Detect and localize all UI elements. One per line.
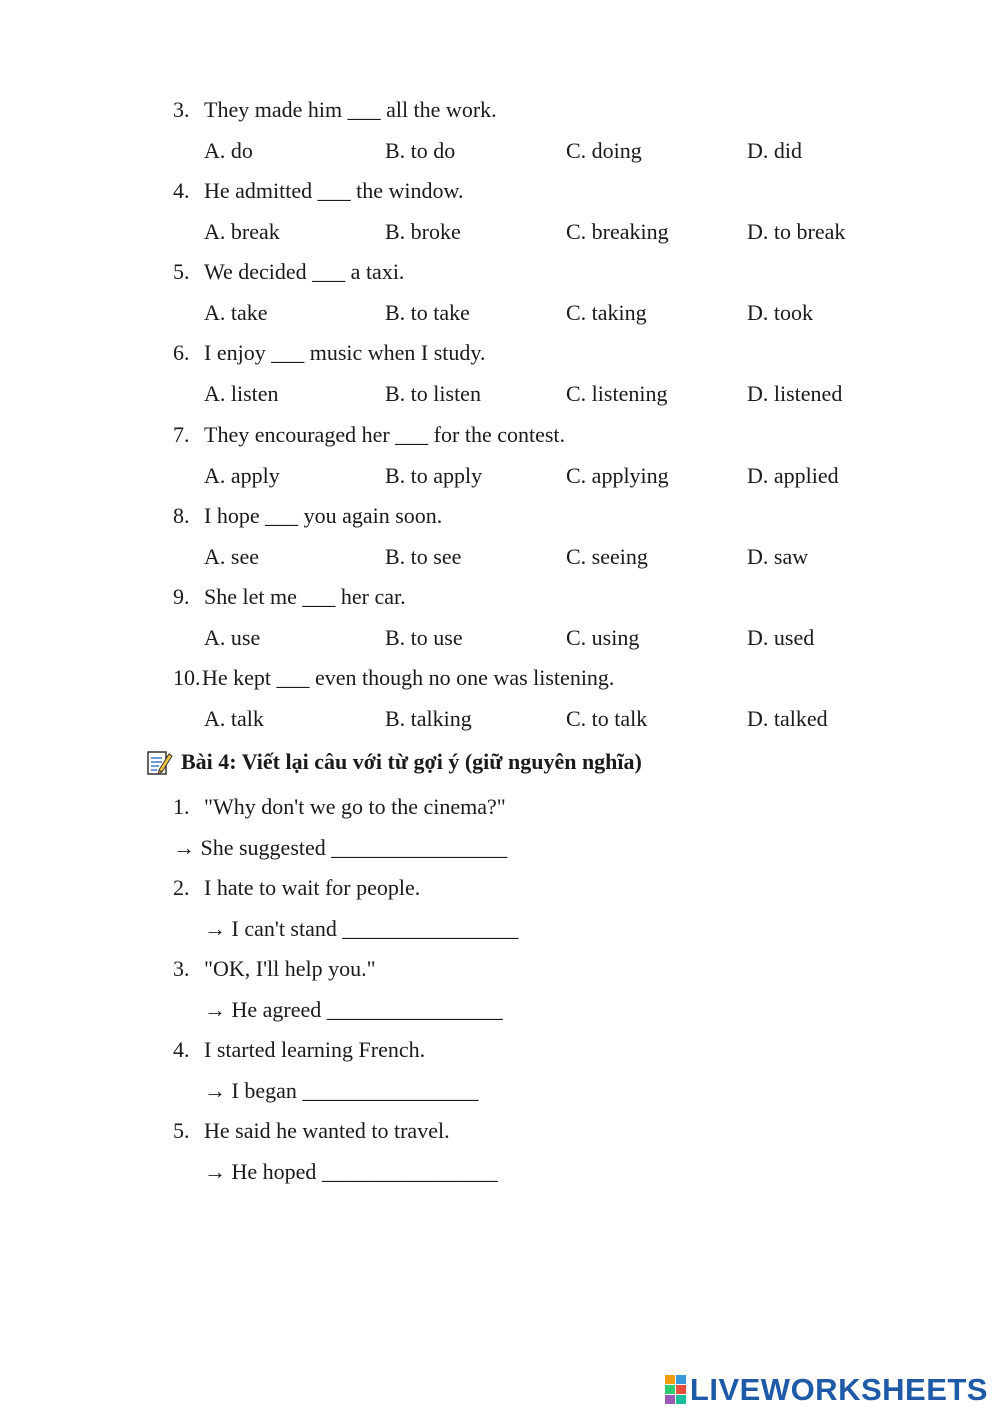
question-stem: I hope ___ you again soon.	[204, 503, 443, 528]
memo-icon	[145, 748, 173, 776]
question-stem: He kept ___ even though no one was listening.	[202, 665, 615, 690]
option-d[interactable]: D. applied	[747, 463, 839, 488]
rewrite-answer-blank[interactable]: → I can't stand ________________	[204, 916, 519, 941]
item-sentence: I hate to wait for people.	[204, 875, 421, 900]
item-number: 5.	[173, 1118, 190, 1143]
liveworksheets-logo-icon	[665, 1375, 687, 1405]
option-a[interactable]: A. break	[204, 219, 280, 244]
rewrite-answer-blank[interactable]: → He hoped ________________	[204, 1159, 498, 1184]
option-b[interactable]: B. talking	[385, 706, 472, 731]
item-sentence: "Why don't we go to the cinema?"	[204, 794, 506, 819]
option-a[interactable]: A. see	[204, 544, 259, 569]
item-number: 4.	[173, 1037, 190, 1062]
option-b[interactable]: B. to take	[385, 300, 470, 325]
rewrite-answer-blank[interactable]: → I began ________________	[204, 1078, 479, 1103]
option-d[interactable]: D. talked	[747, 706, 828, 731]
option-d[interactable]: D. listened	[747, 381, 843, 406]
question-number: 4.	[173, 178, 190, 203]
option-b[interactable]: B. to apply	[385, 463, 483, 488]
option-b[interactable]: B. to use	[385, 625, 463, 650]
question-number: 7.	[173, 422, 190, 447]
option-b[interactable]: B. broke	[385, 219, 461, 244]
question-number: 8.	[173, 503, 190, 528]
option-c[interactable]: C. listening	[566, 381, 668, 406]
question-number: 6.	[173, 340, 190, 365]
question-number: 9.	[173, 584, 190, 609]
question-stem: They encouraged her ___ for the contest.	[204, 422, 566, 447]
option-c[interactable]: C. to talk	[566, 706, 648, 731]
rewrite-answer-blank[interactable]: → She suggested ________________	[173, 835, 508, 860]
brand-name: LIVEWORKSHEETS	[689, 1372, 988, 1407]
option-b[interactable]: B. to do	[385, 138, 456, 163]
option-a[interactable]: A. talk	[204, 706, 264, 731]
option-c[interactable]: C. breaking	[566, 219, 669, 244]
option-d[interactable]: D. saw	[747, 544, 809, 569]
rewrite-answer-blank[interactable]: → He agreed ________________	[204, 997, 503, 1022]
section-4-heading	[145, 748, 642, 776]
option-a[interactable]: A. apply	[204, 463, 280, 488]
question-stem: We decided ___ a taxi.	[204, 259, 405, 284]
question-stem: I enjoy ___ music when I study.	[204, 340, 486, 365]
question-stem: She let me ___ her car.	[204, 584, 406, 609]
item-number: 2.	[173, 875, 190, 900]
option-b[interactable]: B. to see	[385, 544, 462, 569]
option-d[interactable]: D. used	[747, 625, 815, 650]
option-d[interactable]: D. to break	[747, 219, 846, 244]
option-c[interactable]: C. seeing	[566, 544, 648, 569]
option-c[interactable]: C. taking	[566, 300, 647, 325]
item-sentence: He said he wanted to travel.	[204, 1118, 450, 1143]
question-number: 10.	[173, 665, 201, 690]
liveworksheets-brand	[665, 1372, 988, 1408]
item-sentence: I started learning French.	[204, 1037, 426, 1062]
option-a[interactable]: A. use	[204, 625, 261, 650]
option-d[interactable]: D. did	[747, 138, 802, 163]
question-stem: They made him ___ all the work.	[204, 97, 497, 122]
question-number: 5.	[173, 259, 190, 284]
option-a[interactable]: A. take	[204, 300, 268, 325]
question-number: 3.	[173, 97, 190, 122]
item-number: 3.	[173, 956, 190, 981]
option-c[interactable]: C. using	[566, 625, 640, 650]
option-a[interactable]: A. listen	[204, 381, 279, 406]
option-b[interactable]: B. to listen	[385, 381, 481, 406]
option-d[interactable]: D. took	[747, 300, 813, 325]
item-number: 1.	[173, 794, 190, 819]
option-c[interactable]: C. applying	[566, 463, 669, 488]
item-sentence: "OK, I'll help you."	[204, 956, 376, 981]
option-a[interactable]: A. do	[204, 138, 253, 163]
option-c[interactable]: C. doing	[566, 138, 642, 163]
question-stem: He admitted ___ the window.	[204, 178, 464, 203]
section-4-title: Bài 4: Viết lại câu với từ gợi ý (giữ nguyên nghĩa)	[181, 749, 642, 774]
